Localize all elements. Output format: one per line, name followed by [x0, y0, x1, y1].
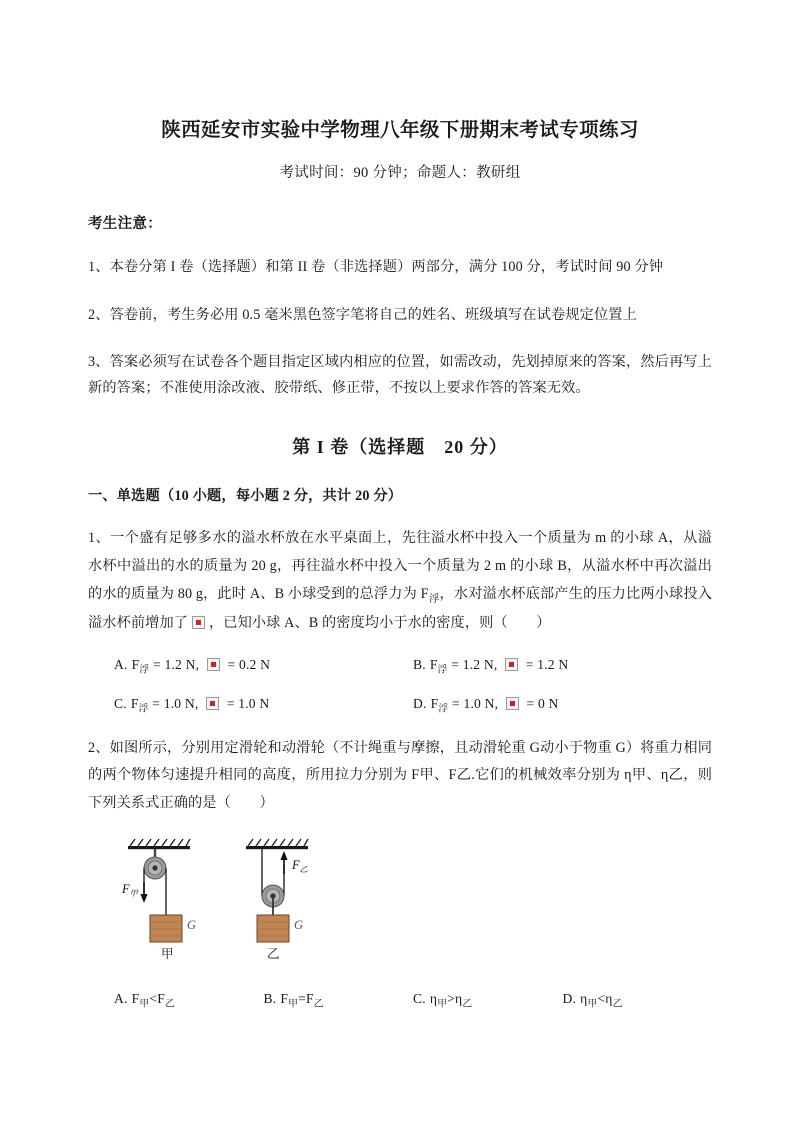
- option-1c-tail: = 1.0 N: [226, 695, 270, 711]
- section-header: 第 I 卷（选择题 20 分）: [292, 437, 508, 458]
- broken-image-icon: [506, 697, 519, 710]
- option-2b-sub-a: 甲: [288, 998, 299, 1010]
- option-2a-relation: <: [149, 990, 158, 1006]
- option-1b[interactable]: [413, 657, 712, 676]
- option-2c-expr-a: η: [429, 990, 438, 1006]
- force-label-right-symbol: F: [292, 857, 300, 872]
- question-2: [88, 715, 712, 818]
- option-1b-subscript: 浮: [437, 664, 448, 676]
- option-2c[interactable]: [413, 991, 563, 1010]
- option-2b-relation: =: [298, 990, 306, 1006]
- option-2d[interactable]: [563, 991, 713, 1010]
- option-1b-symbol: F: [429, 657, 438, 673]
- question-1-buoyancy-subscript: 浮: [429, 593, 440, 605]
- option-1c-label: C.: [114, 695, 127, 711]
- force-label-left-symbol: F: [122, 881, 130, 896]
- broken-image-icon: [192, 616, 205, 629]
- force-arrow-right-head: [280, 851, 287, 860]
- question-2-options-row: [88, 969, 712, 1010]
- question-1-text-part1: 一个盛有足够多水的溢水杯放在水平桌面上，先往溢水杯中投入一个质量为 m 的小球 A，从溢水杯中溢出的水的质量为 20 g，再往溢水杯中投入一个质量为 2 m 的小球 B，从溢水杯中再次溢出的水的质量为 80 g，此时 A、B 小球受到的总浮力为 F: [88, 530, 713, 602]
- option-1a-label: A.: [114, 657, 128, 673]
- option-1a[interactable]: [114, 657, 413, 676]
- ceiling-hatch-left: [130, 839, 190, 846]
- option-1b-tail: = 1.2 N: [525, 657, 569, 673]
- option-1c[interactable]: [114, 696, 413, 715]
- notice-heading: 考生注意：: [88, 216, 162, 233]
- option-2b[interactable]: [264, 991, 414, 1010]
- notice-item-3: 3、答案必须写在试卷各个题目指定区域内相应的位置，如需改动，先划掉原来的答案，然后再写上新的答案；不准使用涂改液、胶带纸、修正带，不按以上要求作答的答案无效。: [88, 353, 712, 397]
- ceiling-bar-right: [246, 846, 308, 849]
- option-2b-expr-a: F: [280, 990, 289, 1006]
- ceiling-bar-left: [128, 846, 190, 849]
- option-2c-relation: >: [447, 990, 456, 1006]
- subsection-header: 一、单选题（10 小题，每小题 2 分，共计 20 分）: [88, 488, 403, 505]
- option-2d-label: D.: [562, 990, 577, 1006]
- option-2c-label: C.: [413, 990, 426, 1006]
- option-2d-relation: <: [597, 990, 606, 1006]
- option-2a-expr-a: F: [131, 990, 140, 1006]
- pulley-diagram-svg: [106, 834, 366, 964]
- option-1d-tail: = 0 N: [526, 695, 559, 711]
- movable-pulley-axle: [270, 893, 275, 898]
- option-1a-subscript: 浮: [139, 664, 150, 676]
- option-2a[interactable]: [114, 991, 264, 1010]
- broken-image-icon: [207, 658, 220, 671]
- option-1d-value: = 1.0 N,: [451, 695, 499, 711]
- option-1d-label: D.: [413, 695, 427, 711]
- option-2d-sub-b: 乙: [612, 998, 623, 1010]
- option-1d-symbol: F: [430, 695, 439, 711]
- ceiling-hatch-right: [248, 839, 308, 846]
- page-title: 陕西延安市实验中学物理八年级下册期末考试专项练习: [161, 120, 639, 141]
- exam-subtitle: 考试时间：90 分钟；命题人：教研组: [279, 165, 521, 182]
- notice-item-1: 1、本卷分第 I 卷（选择题）和第 II 卷（非选择题）两部分，满分 100 分，考试时间 90 分钟: [88, 259, 664, 276]
- option-1a-value: = 1.2 N,: [152, 657, 200, 673]
- option-2d-expr-a: η: [580, 990, 588, 1006]
- option-2c-sub-b: 乙: [462, 998, 473, 1010]
- option-2b-sub-b: 乙: [313, 998, 324, 1010]
- force-label-right-subscript: 乙: [299, 864, 308, 874]
- option-2c-sub-a: 甲: [437, 998, 448, 1010]
- option-2a-label: A.: [114, 990, 128, 1006]
- option-2d-expr-b: η: [605, 990, 613, 1006]
- fixed-pulley-axle: [152, 865, 157, 870]
- option-1a-tail: = 0.2 N: [227, 657, 271, 673]
- option-2b-expr-b: F: [306, 990, 314, 1006]
- question-1-text-part2: ，水对溢水杯底部产生的压力比两小球投入溢水杯前增加了: [88, 585, 712, 631]
- question-2-number: 2、: [88, 739, 110, 756]
- caption-left: 甲: [161, 946, 174, 961]
- option-2a-sub-b: 乙: [165, 998, 175, 1010]
- question-1-options-row-1: [88, 637, 712, 676]
- option-2d-sub-a: 甲: [587, 998, 598, 1010]
- option-1b-value: = 1.2 N,: [451, 657, 498, 673]
- option-1b-label: B.: [413, 657, 426, 673]
- option-1d-subscript: 浮: [438, 703, 449, 715]
- force-label-left-subscript: 甲: [129, 888, 138, 898]
- question-1-text-part3: ，已知小球 A、B 的密度均小于水的密度，则（ ）: [209, 614, 551, 631]
- question-1-number: 1、: [88, 530, 111, 547]
- option-1c-subscript: 浮: [138, 703, 149, 715]
- broken-image-icon: [505, 658, 518, 671]
- weight-block-left: [150, 915, 182, 942]
- option-2a-expr-b: F: [157, 990, 166, 1006]
- force-arrow-left-head: [140, 894, 147, 903]
- broken-image-icon: [206, 697, 219, 710]
- force-label-right: [291, 858, 308, 874]
- weight-block-right: [257, 915, 289, 942]
- option-1d[interactable]: [413, 696, 712, 715]
- option-2c-expr-b: η: [455, 990, 463, 1006]
- option-2b-label: B.: [263, 990, 277, 1006]
- weight-label-right: G: [294, 917, 304, 932]
- option-1c-symbol: F: [130, 695, 139, 711]
- option-1a-symbol: F: [131, 657, 140, 673]
- weight-label-left: G: [187, 917, 197, 932]
- question-1-options-row-2: [88, 676, 712, 715]
- caption-right: 乙: [267, 946, 280, 961]
- notice-item-2: 2、答卷前，考生务必用 0.5 毫米黑色签字笔将自己的姓名、班级填写在试卷规定位置上: [88, 306, 637, 323]
- option-1c-value: = 1.0 N,: [152, 695, 199, 711]
- question-1: [88, 505, 712, 637]
- force-label-left: [121, 882, 139, 898]
- question-2-text: 如图所示，分别用定滑轮和动滑轮（不计绳重与摩擦，且动滑轮重 G动小于物重 G）将重力相同的两个物体匀速提升相同的高度，所用拉力分别为 F甲、F乙.它们的机械效率分别为 η甲、η乙，则下列关系式正确的是（ ）: [88, 739, 712, 812]
- option-2a-sub-a: 甲: [139, 998, 150, 1010]
- pulley-diagram: [88, 818, 712, 969]
